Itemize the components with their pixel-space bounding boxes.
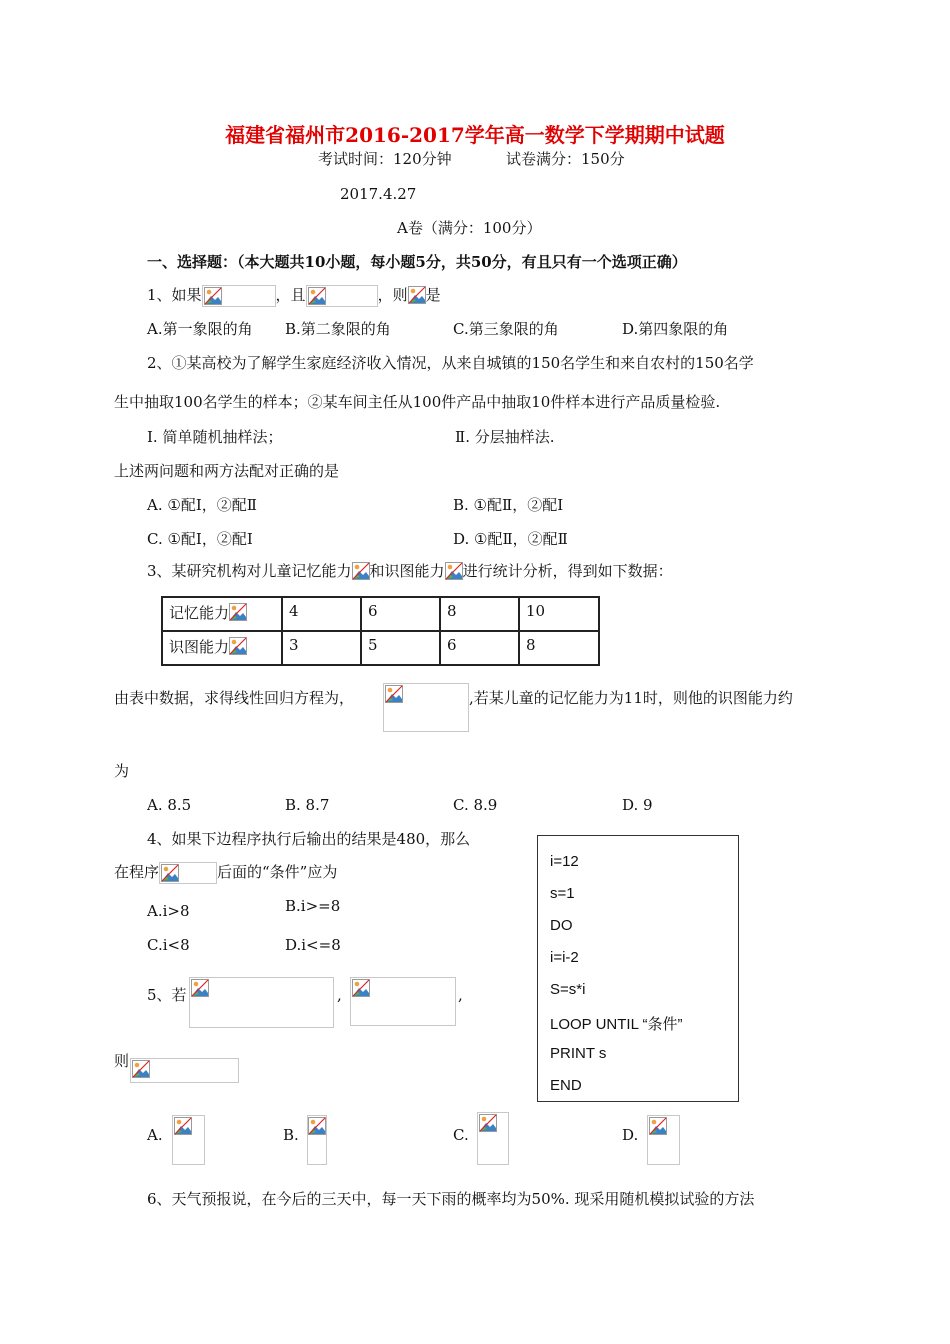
table-row-label (162, 631, 282, 665)
formula-image-icon (408, 286, 426, 306)
program-box (537, 835, 739, 1102)
table-row-label (162, 597, 282, 631)
volume-a-heading: A卷（满分：100分） (397, 219, 542, 237)
memory-label: 记忆能力 (169, 604, 230, 622)
formula-image-icon (306, 285, 378, 307)
q2-option-a: A. ①配Ⅰ，②配Ⅱ (147, 496, 257, 514)
q2-line2: 生中抽取100名学生的样本；②某车间主任从100件产品中抽取10件样本进行产品质量检验. (114, 393, 721, 411)
formula-image-icon (189, 977, 334, 1028)
q2-line1: 2、①某高校为了解学生家庭经济收入情况，从来自城镇的150名学生和来自农村的150名学 (147, 354, 754, 372)
formula-image-icon (477, 1112, 509, 1165)
q6-line1: 6、天气预报说，在今后的三天中，每一天下雨的概率均为50%. 现采用随机模拟试验的方法 (147, 1190, 755, 1208)
q1-option-c: C.第三象限的角 (453, 320, 559, 338)
program-line: i=12 (550, 853, 579, 870)
table-cell: 4 (282, 597, 361, 631)
full-score: 试卷满分：150分 (506, 150, 625, 168)
question-4-stem-line2 (114, 862, 337, 884)
exam-date: 2017.4.27 (340, 185, 417, 203)
q2-option-d: D. ①配Ⅱ，②配Ⅱ (453, 530, 568, 548)
program-line: S=s*i (550, 981, 586, 998)
formula-image-icon (130, 1058, 239, 1083)
q3-option-c: C. 8.9 (453, 796, 498, 814)
table-cell: 6 (361, 597, 440, 631)
q5-option-a: A. (147, 1126, 163, 1144)
formula-image-icon (229, 603, 247, 621)
q3-intro-b: 和识图能力 (369, 562, 445, 580)
table-cell: 6 (440, 631, 519, 665)
q3-text-b: ,若某儿童的记忆能力为11时，则他的识图能力约 (469, 689, 793, 707)
q5-then: 则 (114, 1052, 130, 1070)
q1-then: ，则 (377, 286, 408, 304)
q4-option-b: B.i>=8 (285, 897, 341, 915)
q4-line2-a: 在程序 (114, 863, 160, 881)
q3-option-d: D. 9 (622, 796, 653, 814)
table-row (162, 597, 599, 631)
q5-comma2: , (458, 986, 463, 1004)
formula-image-icon (307, 1115, 327, 1165)
program-line: i=i-2 (550, 949, 579, 966)
q5-option-b: B. (283, 1126, 299, 1144)
q1-suffix: 是 (425, 286, 441, 304)
q1-prefix: 1、如果 (147, 286, 202, 304)
recognition-label: 识图能力 (169, 638, 230, 656)
table-cell: 8 (440, 597, 519, 631)
question-1-stem (147, 285, 441, 307)
q3-intro-c: 进行统计分析，得到如下数据： (462, 562, 673, 580)
q3-text-a: 由表中数据，求得线性回归方程为， (114, 689, 355, 707)
formula-image-icon (172, 1115, 205, 1165)
q5-option-c: C. (453, 1126, 469, 1144)
q3-option-a: A. 8.5 (147, 796, 192, 814)
table-cell: 3 (282, 631, 361, 665)
q3-intro-a: 3、某研究机构对儿童记忆能力 (147, 562, 352, 580)
q5-comma1: , (337, 986, 342, 1004)
formula-image-icon (229, 637, 247, 655)
program-line: LOOP UNTIL “条件” (550, 1016, 683, 1033)
section1-heading: 一、选择题：（本大题共10小题，每小题5分，共50分，有且只有一个选项正确） (147, 253, 687, 271)
q2-option-b: B. ①配Ⅱ，②配Ⅰ (453, 496, 564, 514)
formula-image-icon (350, 977, 456, 1026)
data-table (161, 596, 600, 666)
q4-line2-b: 后面的“条件”应为 (217, 863, 338, 881)
q2-question: 上述两问题和两方法配对正确的是 (114, 462, 340, 480)
exam-time: 考试时间：120分钟 (318, 150, 452, 168)
q2-method2: Ⅱ. 分层抽样法. (455, 428, 555, 446)
formula-image-icon (445, 562, 463, 582)
q4-option-d: D.i<=8 (285, 936, 341, 954)
q4-line1: 4、如果下边程序执行后输出的结果是480，那么 (147, 830, 471, 848)
formula-image-icon (159, 862, 217, 884)
formula-image-icon (352, 562, 370, 582)
program-line: s=1 (550, 885, 575, 902)
q4-option-c: C.i<8 (147, 936, 190, 954)
q2-option-c: C. ①配Ⅰ，②配Ⅰ (147, 530, 253, 548)
program-line: DO (550, 917, 573, 934)
q1-option-d: D.第四象限的角 (622, 320, 729, 338)
table-row (162, 631, 599, 665)
table-cell: 8 (519, 631, 599, 665)
q3-text-c: 为 (114, 762, 130, 780)
formula-image-icon (647, 1115, 680, 1165)
q5-prefix: 5、若 (147, 986, 187, 1004)
question-3-stem (147, 562, 673, 582)
table-cell: 10 (519, 597, 599, 631)
q1-mid: ，且 (275, 286, 306, 304)
table-cell: 5 (361, 631, 440, 665)
q4-option-a: A.i>8 (147, 902, 190, 920)
q2-method1: Ⅰ. 简单随机抽样法； (147, 428, 283, 446)
formula-image-icon (202, 285, 276, 307)
page-title: 福建省福州市2016-2017学年高一数学下学期期中试题 (225, 123, 725, 147)
program-line: PRINT s (550, 1045, 607, 1062)
program-line: END (550, 1077, 582, 1094)
q5-option-d: D. (622, 1126, 639, 1144)
q3-option-b: B. 8.7 (285, 796, 330, 814)
q1-option-a: A.第一象限的角 (147, 320, 253, 338)
formula-image-icon (383, 683, 469, 732)
q1-option-b: B.第二象限的角 (285, 320, 391, 338)
